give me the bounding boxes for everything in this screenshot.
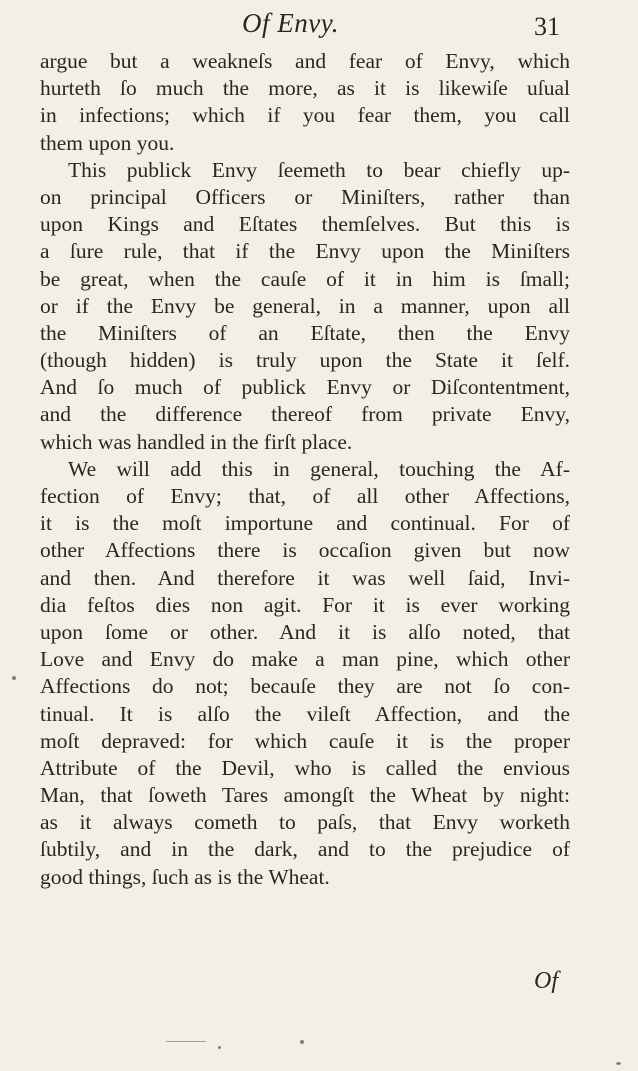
text-line: good things, ſuch as is the Wheat.	[40, 864, 330, 889]
text-line: or if the Envy be general, in a manner, upon all	[40, 293, 570, 318]
text-line: and the difference thereof from private Envy,	[40, 402, 570, 427]
page-header	[0, 8, 638, 48]
paper-speck	[218, 1046, 221, 1049]
paragraph-first-line: We will add this in general, touching the Af-	[68, 456, 570, 481]
text-line: moſt depraved: for which cauſe it is the proper	[40, 728, 570, 753]
text-line: tinual. It is alſo the vileſt Affection, and the	[40, 701, 570, 726]
text-line: And ſo much of publick Envy or Diſcontentment,	[40, 375, 570, 400]
text-line: argue but a weakneſs and fear of Envy, which	[40, 49, 570, 73]
paragraph-first-line: This publick Envy ſeemeth to bear chiefly up-	[68, 157, 570, 182]
text-line: upon Kings and Eſtates themſelves. But this is	[40, 212, 570, 237]
text-line: and then. And therefore it was well ſaid, Invi-	[40, 565, 570, 590]
text-line: ſubtily, and in the dark, and to the prejudice of	[40, 837, 570, 862]
running-title: Of Envy.	[242, 8, 339, 38]
text-line: Attribute of the Devil, who is called the envious	[40, 755, 570, 780]
paper-mark	[166, 1041, 206, 1042]
text-line: be great, when the cauſe of it in him is ſmall;	[40, 266, 570, 291]
text-line: other Affections there is occaſion given but now	[40, 538, 570, 563]
text-line: dia feſtos dies non agit. For it is ever working	[40, 592, 570, 617]
page-number: 31	[534, 12, 560, 41]
text-line: Man, that ſoweth Tares amongſt the Wheat by night:	[40, 783, 570, 808]
text-line: hurteth ſo much the more, as it is likewiſe uſual	[40, 76, 570, 101]
text-line: them upon you.	[40, 130, 175, 155]
text-line: (though hidden) is truly upon the State it ſelf.	[40, 348, 570, 373]
text-line: a ſure rule, that if the Envy upon the Miniſters	[40, 239, 570, 264]
text-line: in infections; which if you fear them, you call	[40, 103, 570, 128]
catchword: Of	[534, 968, 558, 994]
text-line: Affections do not; becauſe they are not ſo con-	[40, 674, 570, 699]
text-line: Love and Envy do make a man pine, which other	[40, 647, 570, 672]
text-line: fection of Envy; that, of all other Affections,	[40, 484, 570, 508]
paper-speck	[12, 676, 16, 680]
text-line: on principal Officers or Miniſters, rather than	[40, 184, 570, 209]
body-text	[40, 48, 570, 891]
text-line: as it always cometh to paſs, that Envy worketh	[40, 810, 570, 835]
text-line: it is the moſt importune and continual. For of	[40, 511, 570, 536]
text-line: which was handled in the firſt place.	[40, 429, 353, 454]
paper-speck	[300, 1040, 304, 1044]
text-line: upon ſome or other. And it is alſo noted, that	[40, 619, 570, 644]
text-line: the Miniſters of an Eſtate, then the Envy	[40, 320, 570, 345]
paper-speck	[616, 1062, 621, 1065]
